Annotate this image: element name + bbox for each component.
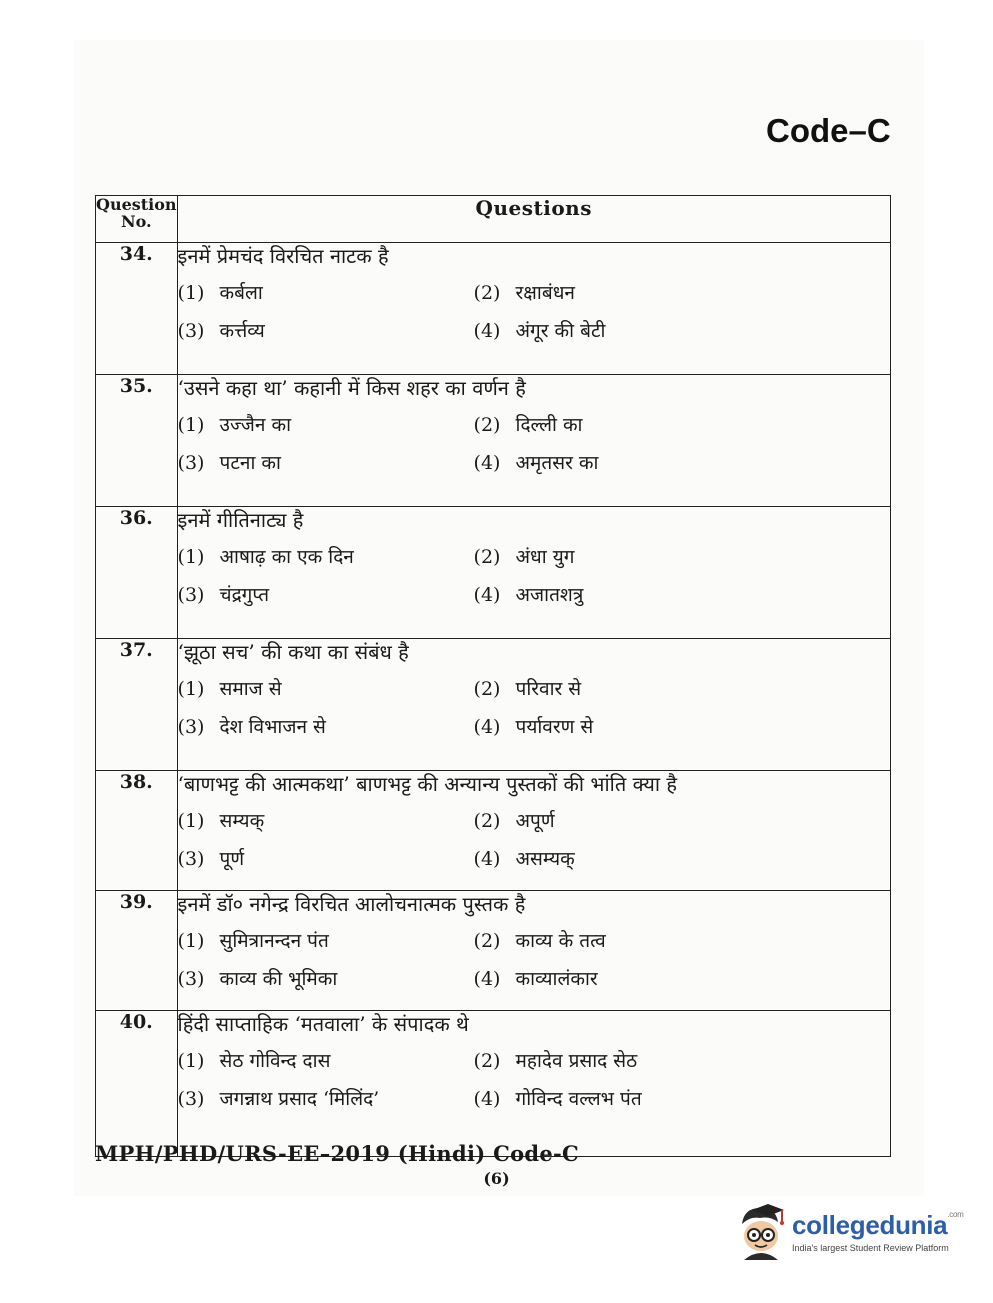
option-1 (178, 1047, 474, 1073)
option-number: (1) (177, 1050, 205, 1072)
option-4 (474, 713, 774, 739)
option-text: देश विभाजन से (219, 716, 326, 738)
option-number: (3) (177, 716, 205, 738)
option-text: अजातशत्रु (515, 584, 584, 606)
question-number: 39. (96, 891, 178, 1011)
option-number: (4) (473, 452, 501, 474)
table-row (96, 639, 891, 771)
option-text: असम्यक् (515, 848, 575, 870)
option-number: (2) (473, 678, 501, 700)
option-4 (474, 581, 774, 607)
option-text: आषाढ़ का एक दिन (219, 546, 354, 568)
questions-header: Questions (177, 196, 890, 243)
question-no-header-line1: Question (96, 195, 177, 214)
question-text: इनमें गीतिनाट्य है (177, 508, 304, 532)
option-text: अपूर्ण (515, 810, 555, 832)
option-text: महादेव प्रसाद सेठ (515, 1050, 638, 1072)
question-number: 40. (96, 1011, 178, 1157)
logo-name-text: collegedunia (792, 1210, 948, 1240)
table-row (96, 375, 891, 507)
table-row (96, 771, 891, 891)
option-text: गोविन्द वल्लभ पंत (515, 1088, 642, 1110)
option-text: दिल्ली का (515, 414, 583, 436)
table-row (96, 1011, 891, 1157)
table-header-row (96, 196, 891, 243)
option-4 (474, 845, 774, 871)
option-text: चंद्रगुप्त (219, 584, 270, 606)
option-number: (2) (473, 1050, 501, 1072)
option-2 (474, 543, 774, 569)
question-number: 34. (96, 243, 178, 375)
paper-footer: MPH/PHD/URS-EE–2019 (Hindi) Code-C (95, 1141, 580, 1166)
question-cell (177, 243, 890, 375)
options-grid (178, 807, 890, 871)
option-number: (2) (473, 810, 501, 832)
option-number: (4) (473, 320, 501, 342)
question-text: ‘उसने कहा था’ कहानी में किस शहर का वर्णन है (177, 376, 526, 400)
option-text: सम्यक् (219, 810, 265, 832)
option-number: (2) (473, 930, 501, 952)
option-1 (178, 279, 474, 305)
option-number: (4) (473, 1088, 501, 1110)
question-text: ‘बाणभट्ट की आत्मकथा’ बाणभट्ट की अन्यान्य पुस्तकों की भांति क्या है (177, 772, 678, 796)
option-3 (178, 317, 474, 343)
option-text: परिवार से (515, 678, 582, 700)
option-number: (3) (177, 320, 205, 342)
question-number: 37. (96, 639, 178, 771)
question-cell (177, 639, 890, 771)
option-text: काव्य की भूमिका (219, 968, 338, 990)
option-number: (2) (473, 546, 501, 568)
option-2 (474, 927, 774, 953)
option-1 (178, 543, 474, 569)
options-grid (178, 411, 890, 475)
option-text: उज्जैन का (219, 414, 292, 436)
option-number: (4) (473, 968, 501, 990)
option-number: (3) (177, 584, 205, 606)
option-4 (474, 317, 774, 343)
option-text: काव्यालंकार (515, 968, 598, 990)
option-2 (474, 411, 774, 437)
option-3 (178, 581, 474, 607)
question-text: इनमें प्रेमचंद विरचित नाटक है (177, 244, 389, 268)
question-cell (177, 375, 890, 507)
option-1 (178, 807, 474, 833)
option-number: (4) (473, 848, 501, 870)
option-text: कर्बला (219, 282, 263, 304)
option-text: पूर्ण (219, 848, 245, 870)
option-number: (4) (473, 584, 501, 606)
logo-suffix: .com (947, 1210, 964, 1219)
option-text: रक्षाबंधन (515, 282, 575, 304)
table-row (96, 507, 891, 639)
options-grid (178, 543, 890, 607)
option-text: अंधा युग (515, 546, 575, 568)
option-2 (474, 279, 774, 305)
option-2 (474, 807, 774, 833)
option-text: काव्य के तत्व (515, 930, 606, 952)
option-number: (1) (177, 414, 205, 436)
question-number: 36. (96, 507, 178, 639)
option-number: (2) (473, 414, 501, 436)
options-grid (178, 279, 890, 343)
option-text: सेठ गोविन्द दास (219, 1050, 331, 1072)
option-3 (178, 713, 474, 739)
question-cell (177, 1011, 890, 1157)
question-number: 38. (96, 771, 178, 891)
option-number: (4) (473, 716, 501, 738)
question-number: 35. (96, 375, 178, 507)
collegedunia-logo (734, 1202, 964, 1262)
option-number: (1) (177, 546, 205, 568)
option-number: (1) (177, 930, 205, 952)
option-4 (474, 1085, 774, 1111)
option-number: (3) (177, 452, 205, 474)
table-row (96, 891, 891, 1011)
options-grid (178, 675, 890, 739)
option-number: (1) (177, 810, 205, 832)
option-1 (178, 411, 474, 437)
option-2 (474, 1047, 774, 1073)
question-no-header (96, 196, 178, 243)
option-text: कर्त्तव्य (219, 320, 265, 342)
question-cell (177, 507, 890, 639)
option-3 (178, 845, 474, 871)
option-text: अंगूर की बेटी (515, 320, 606, 342)
option-2 (474, 675, 774, 701)
question-table (95, 195, 891, 1157)
option-text: जगन्नाथ प्रसाद ‘मिलिंद’ (219, 1088, 380, 1110)
question-text: ‘झूठा सच’ की कथा का संबंध है (177, 640, 409, 664)
option-text: पर्यावरण से (515, 716, 594, 738)
option-number: (1) (177, 678, 205, 700)
question-text: इनमें डॉ० नगेन्द्र विरचित आलोचनात्मक पुस्तक है (177, 892, 526, 916)
options-grid (178, 927, 890, 991)
option-text: समाज से (219, 678, 282, 700)
options-grid (178, 1047, 890, 1111)
option-3 (178, 1085, 474, 1111)
option-3 (178, 449, 474, 475)
option-4 (474, 965, 774, 991)
option-1 (178, 927, 474, 953)
option-number: (2) (473, 282, 501, 304)
question-cell (177, 891, 890, 1011)
logo-name (792, 1210, 963, 1241)
option-text: पटना का (219, 452, 281, 474)
option-number: (3) (177, 1088, 205, 1110)
question-cell (177, 771, 890, 891)
option-3 (178, 965, 474, 991)
question-text: हिंदी साप्ताहिक ‘मतवाला’ के संपादक थे (177, 1012, 469, 1036)
option-text: अमृतसर का (515, 452, 599, 474)
option-4 (474, 449, 774, 475)
option-number: (3) (177, 848, 205, 870)
code-header: Code–C (766, 112, 891, 149)
option-1 (178, 675, 474, 701)
page-number: (6) (483, 1169, 510, 1188)
option-number: (1) (177, 282, 205, 304)
option-text: सुमित्रानन्दन पंत (219, 930, 329, 952)
logo-tagline: India's largest Student Review Platform (792, 1243, 949, 1253)
option-number: (3) (177, 968, 205, 990)
question-no-header-line2: No. (120, 212, 152, 231)
table-row (96, 243, 891, 375)
student-mascot-icon (734, 1202, 788, 1262)
